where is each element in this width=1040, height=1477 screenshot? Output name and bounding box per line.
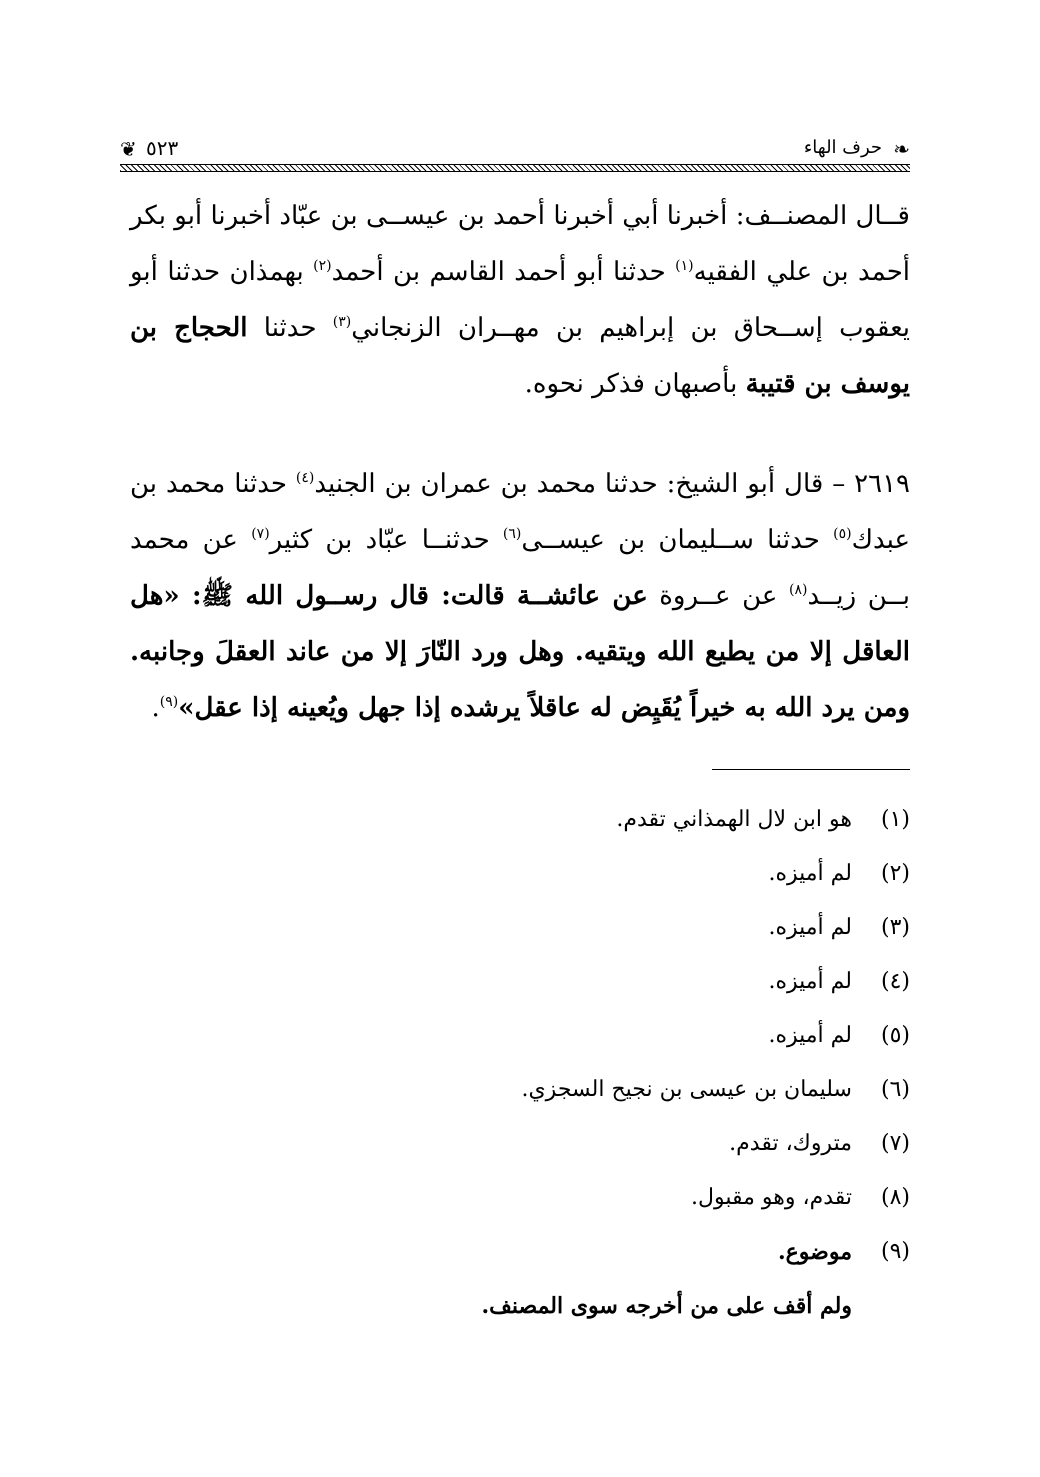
text-span: قــال المصنــف: أخبرنا أبي أخبرنا أحمد بن عيســى بن عبّاد أخبرنا أبو بكر أحمد بن علي الفقيه bbox=[130, 201, 910, 287]
footnote-item bbox=[130, 854, 910, 908]
footnote-item bbox=[130, 908, 910, 962]
footnote-item bbox=[130, 1070, 910, 1124]
page-header bbox=[120, 130, 910, 170]
footnote-text: متروك، تقدم. bbox=[729, 1131, 852, 1156]
footnote-text: لم أميزه. bbox=[768, 1023, 852, 1048]
paragraph-2 bbox=[130, 456, 910, 736]
page-number: ٥٢٣ bbox=[146, 136, 179, 160]
text-span: عن عــروة bbox=[647, 581, 790, 611]
footnote-number: (١) bbox=[880, 807, 910, 832]
footnote-number: (٢) bbox=[880, 861, 910, 886]
footnote-number: (٦) bbox=[880, 1077, 910, 1102]
text-span: ٢٦١٩ – قال أبو الشيخ: حدثنا محمد بن عمران بن الجنيد bbox=[314, 469, 911, 499]
text-span: حدثنا أبو أحمد القاسم بن أحمد bbox=[331, 257, 676, 287]
footnote-text: هو ابن لال الهمذاني تقدم. bbox=[616, 807, 852, 832]
text-span: حدثنا ســليمان بن عيســى bbox=[521, 525, 834, 555]
text-span: . bbox=[151, 693, 160, 723]
footnote-item bbox=[130, 1232, 910, 1286]
text-span: بأصبهان فذكر نحوه. bbox=[524, 369, 746, 399]
footnotes bbox=[130, 800, 910, 1326]
footnote-number: (٨) bbox=[880, 1185, 910, 1210]
footnote-text: سليمان بن عيسى بن نجيح السجزي. bbox=[521, 1077, 852, 1102]
footnote-item bbox=[130, 1016, 910, 1070]
footnote-item bbox=[130, 1178, 910, 1232]
footnote-ref[interactable]: (١) bbox=[675, 258, 694, 274]
footnote-divider bbox=[712, 769, 910, 770]
footnote-ref[interactable]: (٨) bbox=[789, 582, 808, 598]
footnote-ref[interactable]: (٣) bbox=[332, 314, 352, 330]
footnote-ref[interactable]: (٦) bbox=[502, 526, 522, 542]
footnote-ref[interactable]: (٥) bbox=[833, 526, 852, 542]
text-span: بهمذان حدثنا أبو يعقوب إســحاق بن إبراهيم بن مهــران الزنجاني bbox=[130, 257, 910, 343]
footnote-text: لم أميزه. bbox=[768, 915, 852, 940]
hadith-text: عن عائشــة قالت: قال رســول الله ﷺ: «هل العاقل إلا من يطيع الله ويتقيه. وهل ورد النّارَ إلا من عاند العقلَ وجانبه. ومن يرد الله به خيراً يُقَيِض له عاقلاً يرشده إذا جهل ويُعينه إذا عقل» bbox=[130, 581, 910, 723]
footnote-text: لم أميزه. bbox=[768, 861, 852, 886]
footnote-number: (٩) bbox=[880, 1239, 910, 1264]
text-span: حدثنا bbox=[247, 313, 333, 343]
ornament-left-icon: ❦ bbox=[120, 137, 137, 161]
running-title: حرف الهاء bbox=[803, 137, 882, 158]
footnote-number: (٥) bbox=[880, 1023, 910, 1048]
footnote-ref[interactable]: (٧) bbox=[251, 526, 270, 542]
footnote-text: موضوع. bbox=[778, 1239, 852, 1265]
footnote-extra: ولم أقف على من أخرجه سوى المصنف. bbox=[481, 1293, 852, 1319]
footnote-number: (٣) bbox=[880, 915, 910, 940]
footnote-text: تقدم، وهو مقبول. bbox=[691, 1185, 852, 1210]
paragraph-1 bbox=[130, 188, 910, 412]
footnote-item bbox=[130, 1124, 910, 1178]
footnote-ref[interactable]: (٤) bbox=[295, 470, 315, 486]
footnote-item bbox=[130, 962, 910, 1016]
footnote-number: (٧) bbox=[880, 1131, 910, 1156]
footnote-number: (٤) bbox=[880, 969, 910, 994]
bold-text: الحجاج بن يوسف بن قتيبة bbox=[130, 313, 910, 399]
text-span: عن محمد بــن زيــد bbox=[130, 525, 911, 611]
text-span: حدثنا محمد بن عبدك bbox=[130, 469, 910, 555]
header-rule bbox=[120, 164, 910, 172]
ornament-right-icon: ❧ bbox=[893, 137, 910, 161]
text-span: حدثنــا عبّاد بن كثير bbox=[269, 525, 503, 555]
footnote-text: لم أميزه. bbox=[768, 969, 852, 994]
footnote-ref[interactable]: (٩) bbox=[159, 694, 179, 710]
footnote-item bbox=[130, 800, 910, 854]
footnote-ref[interactable]: (٢) bbox=[313, 258, 332, 274]
